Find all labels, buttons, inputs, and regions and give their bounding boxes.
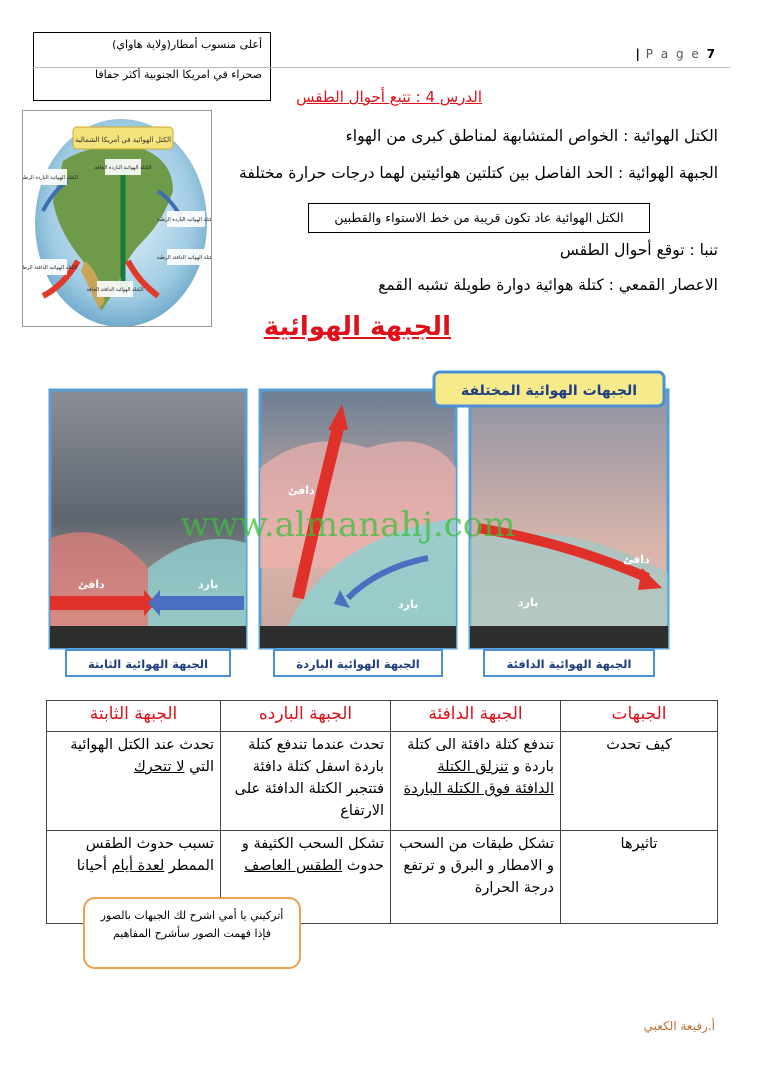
speech-bubble: [83, 897, 301, 969]
cell-stationary-how-underlined: لا تتحرك: [133, 759, 185, 775]
tornado-definition: الاعصار القمعي : كتلة هوائية دوارة طويلة تشبه القمع: [378, 276, 718, 294]
table-header-row: [47, 701, 718, 732]
header-divider: [33, 67, 730, 68]
page-number-value: 7: [706, 47, 715, 61]
cell-cold-effect-underlined: الطقس العاصف: [244, 858, 343, 874]
author-signature: أ.رفيعة الكعبي: [643, 1019, 715, 1033]
page-label-text: P a g e: [645, 47, 701, 61]
air-masses-definition: الكتل الهوائية : الخواص المتشابهة لمناطق كبرى من الهواء: [345, 127, 718, 145]
cell-cold-effect-text: تشكل السحب الكثيفة و حدوث: [241, 836, 384, 874]
row-label-how: كيف تحدث: [561, 732, 718, 831]
cell-stationary-how: [47, 732, 221, 831]
warm-front-warm-label: دافئ: [623, 553, 650, 566]
map-label-2: الكتلة الهوائية الباردة الرطبة: [23, 175, 79, 181]
cell-warm-how: [391, 732, 561, 831]
cell-stationary-effect-text: تسبب حدوث الطقس الممطر: [85, 836, 214, 874]
map-label-6: الكتلة الهوائية الدافئة الرطبة: [23, 265, 78, 271]
air-masses-location-note: الكتل الهوائية عاد تكون قريبة من خط الاستواء والقطبين: [308, 203, 650, 233]
table-row: [47, 732, 718, 831]
cell-stationary-effect-tail: أحيانا: [76, 858, 112, 874]
note-line-2: صحراء في امريكا الجنوبية أكثر جفافا: [95, 68, 262, 81]
lesson-title: الدرس 4 : تتبع أحوال الطقس: [296, 88, 482, 106]
header-warm-front: الجبهة الدافئة: [391, 701, 561, 732]
page-separator: |: [635, 47, 640, 61]
map-label-5: الكتلة الهوائية الدافئة الجافة: [86, 287, 144, 293]
forecast-definition: تنبا : توقع أحوال الطقس: [559, 241, 718, 259]
cold-front-cold-label: بارد: [398, 598, 419, 611]
fronts-banner-text: الجبهات الهوائية المختلفة: [460, 383, 638, 399]
map-illustration: [23, 111, 211, 326]
warm-front-cold-label: بارد: [518, 596, 539, 609]
map-label-1: الكتلة الهوائية الباردة الجافة: [94, 165, 152, 171]
cell-warm-how-underlined: تنزلق الكتلة الدافئة فوق الكتلة الباردة: [403, 759, 554, 797]
watermark: www.almanahj.com: [180, 505, 516, 545]
note-line-1: أعلى منسوب أمطار(ولاية هاواي): [112, 38, 262, 51]
caption-stationary: الجبهة الهوائية الثابتة: [87, 657, 209, 671]
cell-warm-how-text: تندفع كتلة دافئة الى كتلة باردة و: [407, 737, 554, 775]
page-number: [636, 47, 715, 61]
bubble-line-1: أتركيني يا أمي اشرح لك الجبهات بالصور: [100, 909, 284, 922]
cell-stationary-effect-underlined: لعدة أيام: [111, 858, 165, 874]
row-label-effect: تاثيرها: [561, 831, 718, 924]
header-cold-front: الجبهة البارده: [221, 701, 391, 732]
section-title: الجبهة الهوائية: [263, 312, 451, 342]
cell-warm-effect: تشكل طبقات من السحب و الامطار و البرق و ترتفع درجة الحرارة: [391, 831, 561, 924]
bubble-line-2: فإذا فهمت الصور سأشرح المفاهيم: [112, 927, 272, 940]
air-masses-map: [22, 110, 212, 327]
cold-front-warm-label: دافئ: [288, 484, 315, 497]
stationary-warm-label: دافئ: [78, 578, 105, 591]
header-fronts: الجبهات: [561, 701, 718, 732]
stationary-cold-label: بارد: [198, 578, 219, 591]
map-label-3: الكتلة الهوائية الباردة الرطبة: [156, 217, 211, 223]
fronts-comparison-table: [46, 700, 718, 924]
fronts-figure: [48, 368, 672, 680]
header-stationary-front: الجبهة الثابتة: [47, 701, 221, 732]
cell-stationary-how-text: تحدث عند الكتل الهوائية التي: [70, 737, 214, 775]
air-front-definition: الجبهة الهوائية : الحد الفاصل بين كتلتين هوائيتين لهما درجات حرارة مختلفة: [239, 164, 718, 182]
fronts-illustration: [48, 368, 672, 680]
cell-cold-how: تحدث عندما تندفع كتلة باردة اسفل كتلة دافئة فتتجبر الكتلة الدافئة على الارتفاع: [221, 732, 391, 831]
map-label-4: الكتلة الهوائية الدافئة الرطبة: [156, 255, 211, 261]
caption-warm: الجبهة الهوائية الدافئة: [506, 657, 632, 671]
caption-cold: الجبهة الهوائية الباردة: [296, 657, 420, 671]
map-title: الكتل الهوائية في أمريكا الشمالية: [74, 136, 172, 144]
